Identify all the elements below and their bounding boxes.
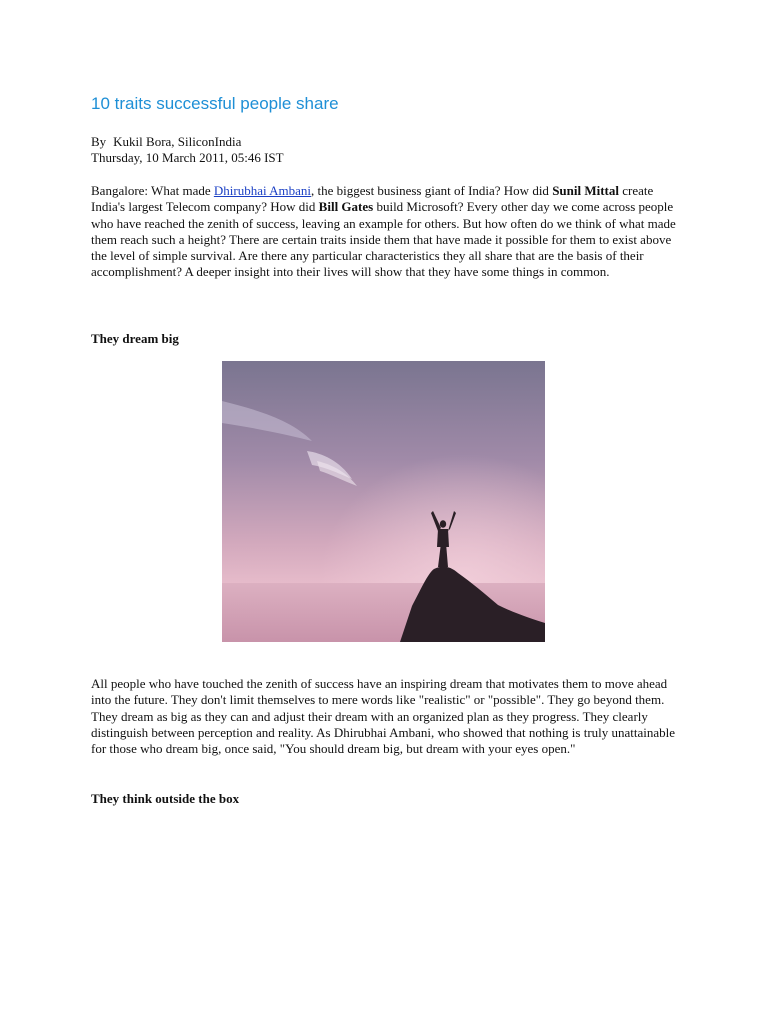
intro-text-3: create India's largest Telecom company? How did — [91, 183, 654, 215]
dream-big-paragraph: All people who have touched the zenith of success have an inspiring dream that motivates them to move ahead into the future. They don't limit themselves to mere words like "realistic" or "possible". They go beyond them. They dream as big as they can and adjust their dream with an organized plan as they progress. They clearly distinguish between perception and reality. As Dhirubhai Ambani, who showed that nothing is truly unattainable for those who dream big, once said, "You should dream big, but dream with your eyes open." — [91, 676, 676, 757]
silhouette-photo — [222, 361, 545, 642]
author-name: Kukil Bora, SiliconIndia — [113, 134, 242, 149]
author-line — [91, 134, 284, 150]
intro-text-2: , the biggest business giant of India? How did — [311, 183, 553, 198]
intro-text-1: Bangalore: What made — [91, 183, 214, 198]
article-title: 10 traits successful people share — [91, 94, 339, 113]
by-label: By — [91, 134, 107, 149]
dhirubhai-ambani-link[interactable]: Dhirubhai Ambani — [213, 183, 311, 198]
intro-paragraph — [91, 183, 681, 281]
section-heading-think-outside-box: They think outside the box — [91, 791, 240, 806]
byline — [91, 134, 284, 166]
sunil-mittal-bold: Sunil Mittal — [552, 183, 620, 198]
bill-gates-bold: Bill Gates — [318, 199, 374, 215]
intro-text-4: build Microsoft? Every other day we come across people who have reached the zenith of success, leaving an example for others. But how often do we think of what made them reach such a height? There are certain traits inside them that have made it possible for them to exist above the level of simple survival. Are there any particular characteristics they all share that are the basis of their accomplishment? A deeper insight into their lives will show that they have some things in common. — [91, 199, 676, 280]
section-heading-dream-big: They dream big — [91, 331, 179, 346]
publish-date: Thursday, 10 March 2011, 05:46 IST — [91, 150, 284, 165]
